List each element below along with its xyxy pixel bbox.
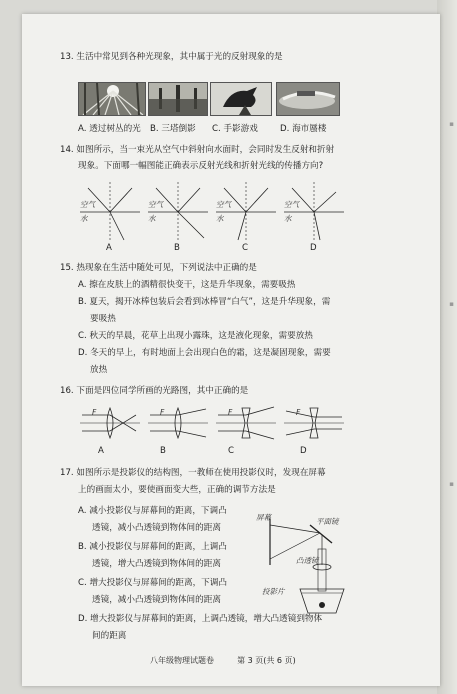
- q15-option-a: A. 擦在皮肤上的酒精很快变干，这是升华现象，需要吸热: [78, 280, 296, 290]
- q15-option-b-line2: 要吸热: [90, 314, 116, 324]
- q14-label-a: A: [106, 243, 112, 253]
- q14-water-label-b: 水: [148, 214, 156, 223]
- q13-stem: 13. 生活中常见到各种光现象，其中属于光的反射现象的是: [60, 52, 283, 62]
- q14-air-label-d: 空气: [284, 200, 299, 209]
- q17-option-b-line2: 透镜，增大凸透镜到物体间的距离: [92, 559, 221, 569]
- q16-diagram-b: [148, 408, 208, 438]
- q15-option-d-line1: D. 冬天的早上，有时地面上会出现白色的霜，这是凝固现象，需要: [78, 348, 331, 358]
- q14-label-c: C: [242, 243, 249, 253]
- q14-label-b: B: [174, 243, 180, 253]
- photo-mirage: [276, 82, 340, 116]
- q16-lens-diagrams: [78, 405, 350, 441]
- q15-stem: 15. 热现象在生活中随处可见，下列说法中正确的是: [60, 263, 257, 273]
- q13-option-a: A. 透过树丛的光: [78, 124, 141, 134]
- q17-option-d-line1: D. 增大投影仪与屏幕间的距离，上调凸透镜，增大凸透镜到物体: [78, 614, 323, 624]
- photo-hand-shadow: [210, 82, 272, 116]
- q14-water-label-a: 水: [80, 214, 88, 223]
- q15-option-d-line2: 放热: [90, 365, 108, 375]
- q14-air-label-c: 空气: [216, 200, 231, 209]
- q14-diagram-a: [80, 182, 140, 242]
- q16-label-a: A: [98, 446, 104, 456]
- q16-focus-d: F: [296, 408, 301, 417]
- q16-focus-a: F: [92, 408, 97, 417]
- q17-label-screen: 屏幕: [256, 513, 271, 522]
- q17-option-b-line1: B. 减小投影仪与屏幕间的距离，上调凸: [78, 542, 227, 552]
- q14-diagram-c: [216, 182, 276, 242]
- q14-water-label-d: 水: [284, 214, 292, 223]
- q14-stem-line2: 现象。下面哪一幅图能正确表示反射光线和折射光线的传播方向?: [78, 161, 324, 171]
- q17-option-d-line2: 间的距离: [92, 631, 127, 641]
- photo-light-through-trees: [78, 82, 146, 116]
- q16-stem: 16. 下面是四位同学所画的光路图，其中正确的是: [60, 386, 249, 396]
- footer-exam-title: 八年级物理试题卷: [150, 656, 214, 665]
- q16-diagram-c: [216, 407, 276, 439]
- q17-option-a-line1: A. 减小投影仪与屏幕间的距离，下调凸: [78, 506, 227, 516]
- page-footer: [150, 655, 296, 666]
- q17-option-c-line1: C. 增大投影仪与屏幕间的距离，下调凸: [78, 578, 227, 588]
- q17-option-c-line2: 透镜，减小凸透镜到物体间的距离: [92, 595, 221, 605]
- photo-three-towers-reflection: [148, 82, 208, 116]
- q16-label-c: C: [228, 446, 235, 456]
- q15-option-c: C. 秋天的早晨，花草上出现小露珠，这是液化现象，需要放热: [78, 331, 313, 341]
- edge-mark: ▪: [449, 480, 454, 488]
- q17-label-projector: 投影片: [262, 587, 285, 596]
- edge-mark: ▪: [449, 120, 454, 128]
- q16-label-d: D: [300, 446, 307, 456]
- q16-focus-c: F: [228, 408, 233, 417]
- q17-stem-line2: 上的画面太小，要使画面变大些，正确的调节方法是: [78, 485, 276, 495]
- q13-option-c: C. 手影游戏: [212, 124, 258, 134]
- q16-diagram-d: [284, 408, 344, 438]
- q17-label-lens: 凸透镜: [296, 556, 319, 565]
- adjacent-page-edge: [437, 0, 457, 694]
- q14-water-label-c: 水: [216, 214, 224, 223]
- q16-diagram-a: [80, 408, 140, 438]
- q14-refraction-diagrams: [78, 180, 348, 250]
- q13-option-d: D. 海市蜃楼: [280, 124, 327, 134]
- footer-page-number: 第 3 页(共 6 页): [237, 656, 296, 665]
- edge-mark: ▪: [449, 300, 454, 308]
- q14-air-label-b: 空气: [148, 200, 163, 209]
- q14-diagram-d: [284, 182, 344, 242]
- q14-label-d: D: [310, 243, 317, 253]
- q14-stem-line1: 14. 如图所示，当一束光从空气中斜射向水面时，会同时发生反射和折射: [60, 145, 335, 155]
- q16-focus-b: F: [160, 408, 165, 417]
- q13-option-b: B. 三塔倒影: [150, 124, 196, 134]
- q14-air-label-a: 空气: [80, 200, 95, 209]
- q17-stem-line1: 17. 如图所示是投影仪的结构图，一教师在使用投影仪时，发现在屏幕: [60, 468, 326, 478]
- q17-label-mirror: 平面镜: [316, 517, 339, 526]
- q16-label-b: B: [160, 446, 166, 456]
- q14-diagram-b: [148, 182, 208, 242]
- q15-option-b-line1: B. 夏天，揭开冰棒包装后会看到冰棒冒“白气”，这是升华现象，需: [78, 297, 331, 307]
- q17-option-a-line2: 透镜，减小凸透镜到物体间的距离: [92, 523, 221, 533]
